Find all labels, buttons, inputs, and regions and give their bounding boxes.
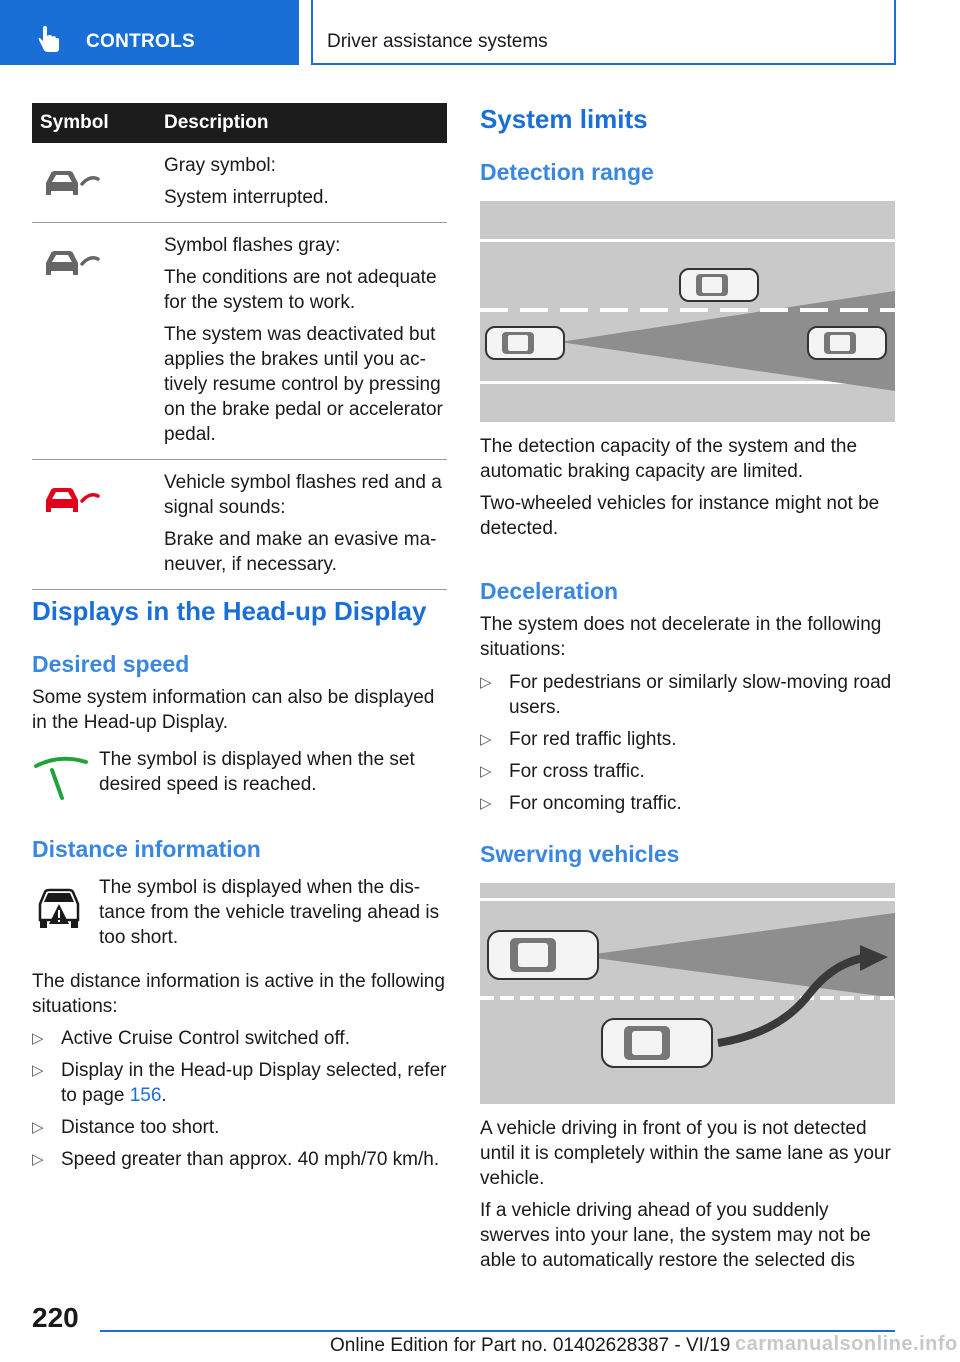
vehicle-warning-gray-icon xyxy=(42,165,100,201)
page-reference-link[interactable]: 156 xyxy=(129,1085,162,1106)
deceleration-intro: The system does not decelerate in the following situations: xyxy=(480,614,882,660)
distance-warning-icon xyxy=(34,882,84,934)
row-2-line-1: Symbol flashes gray: xyxy=(164,235,341,256)
bullet-triangle-icon: ▷ xyxy=(480,763,492,780)
distance-info-symbol-text: The symbol is displayed when the distance from the vehicle traveling ahead is too short. xyxy=(99,877,440,948)
bullet-triangle-icon: ▷ xyxy=(480,674,492,691)
row-2-line-2: The conditions are not adequate for the system to work. xyxy=(164,267,437,313)
swerving-text-2: If a vehicle driving ahead of you suddenly swerves into your lane, the system may not be able to automatically restore the selected dis xyxy=(480,1200,871,1271)
vehicle-warning-red-icon xyxy=(42,482,100,518)
swerving-heading: Swerving vehicles xyxy=(480,841,680,867)
table-row xyxy=(32,143,447,223)
distance-info-active-text: The distance information is active in the following situations: xyxy=(32,971,445,1017)
chapter-title: Driver assistance systems xyxy=(327,31,548,52)
bullet-triangle-icon: ▷ xyxy=(32,1119,44,1136)
desired-speed-symbol-text: The symbol is displayed when the set desired speed is reached. xyxy=(99,749,415,795)
col-header-symbol: Symbol xyxy=(32,103,152,143)
col-header-description: Description xyxy=(152,103,447,143)
desired-speed-icon xyxy=(32,752,92,802)
desired-speed-heading: Desired speed xyxy=(32,651,190,677)
symbol-table xyxy=(32,103,447,590)
car-icon xyxy=(486,327,564,359)
deceleration-heading: Deceleration xyxy=(480,578,619,604)
car-icon xyxy=(808,327,886,359)
chapter-title-box xyxy=(311,0,896,65)
car-icon xyxy=(680,269,758,301)
bullet-triangle-icon: ▷ xyxy=(32,1151,44,1168)
bullet-triangle-icon: ▷ xyxy=(32,1062,44,1079)
row-1-line-2: System interrupted. xyxy=(164,187,329,208)
table-row xyxy=(32,460,447,590)
vehicle-warning-gray-flashing-icon xyxy=(42,245,100,281)
hud-section-title: Displays in the Head-up Display xyxy=(32,596,427,626)
section-label: CONTROLS xyxy=(86,31,196,52)
detection-range-figure xyxy=(480,201,895,422)
car-icon xyxy=(488,931,598,979)
hand-pointer-icon xyxy=(38,26,62,54)
row-2-line-3: The system was deactivated but applies the brakes until you actively resume control by pressing on the brake pedal or accelerator pedal. xyxy=(164,324,443,445)
bullet-triangle-icon: ▷ xyxy=(480,795,492,812)
distance-info-heading: Distance information xyxy=(32,836,261,862)
desired-speed-intro: Some system information can also be displayed in the Head-up Display. xyxy=(32,687,435,733)
footer-edition: Online Edition for Part no. 01402628387 - VI/19 xyxy=(330,1335,731,1356)
detection-text-1: The detection capacity of the system and the automatic braking capacity are limited. xyxy=(480,436,858,482)
page-number: 220 xyxy=(32,1302,79,1333)
footer-divider xyxy=(100,1330,895,1332)
system-limits-title: System limits xyxy=(480,104,648,134)
section-tab[interactable] xyxy=(0,0,299,65)
detection-text-2: Two-wheeled vehicles for instance might not be detected. xyxy=(480,493,880,539)
list-item: ▷ Display in the Head-up Display selected, refer to page 156. xyxy=(32,1060,447,1106)
row-3-line-1: Vehicle symbol flashes red and a signal sounds: xyxy=(164,472,442,518)
swerving-text-1: A vehicle driving in front of you is not detected until it is completely within the same lane as your vehicle. xyxy=(480,1118,891,1189)
bullet-triangle-icon: ▷ xyxy=(480,731,492,748)
swerving-vehicles-figure xyxy=(480,883,895,1104)
detection-range-heading: Detection range xyxy=(480,159,654,185)
car-icon xyxy=(602,1019,712,1067)
table-row xyxy=(32,223,447,460)
bullet-triangle-icon: ▷ xyxy=(32,1030,44,1047)
watermark: carmanualsonline.info xyxy=(735,1333,958,1355)
row-1-line-1: Gray symbol: xyxy=(164,155,276,176)
row-3-line-2: Brake and make an evasive maneuver, if necessary. xyxy=(164,529,437,575)
